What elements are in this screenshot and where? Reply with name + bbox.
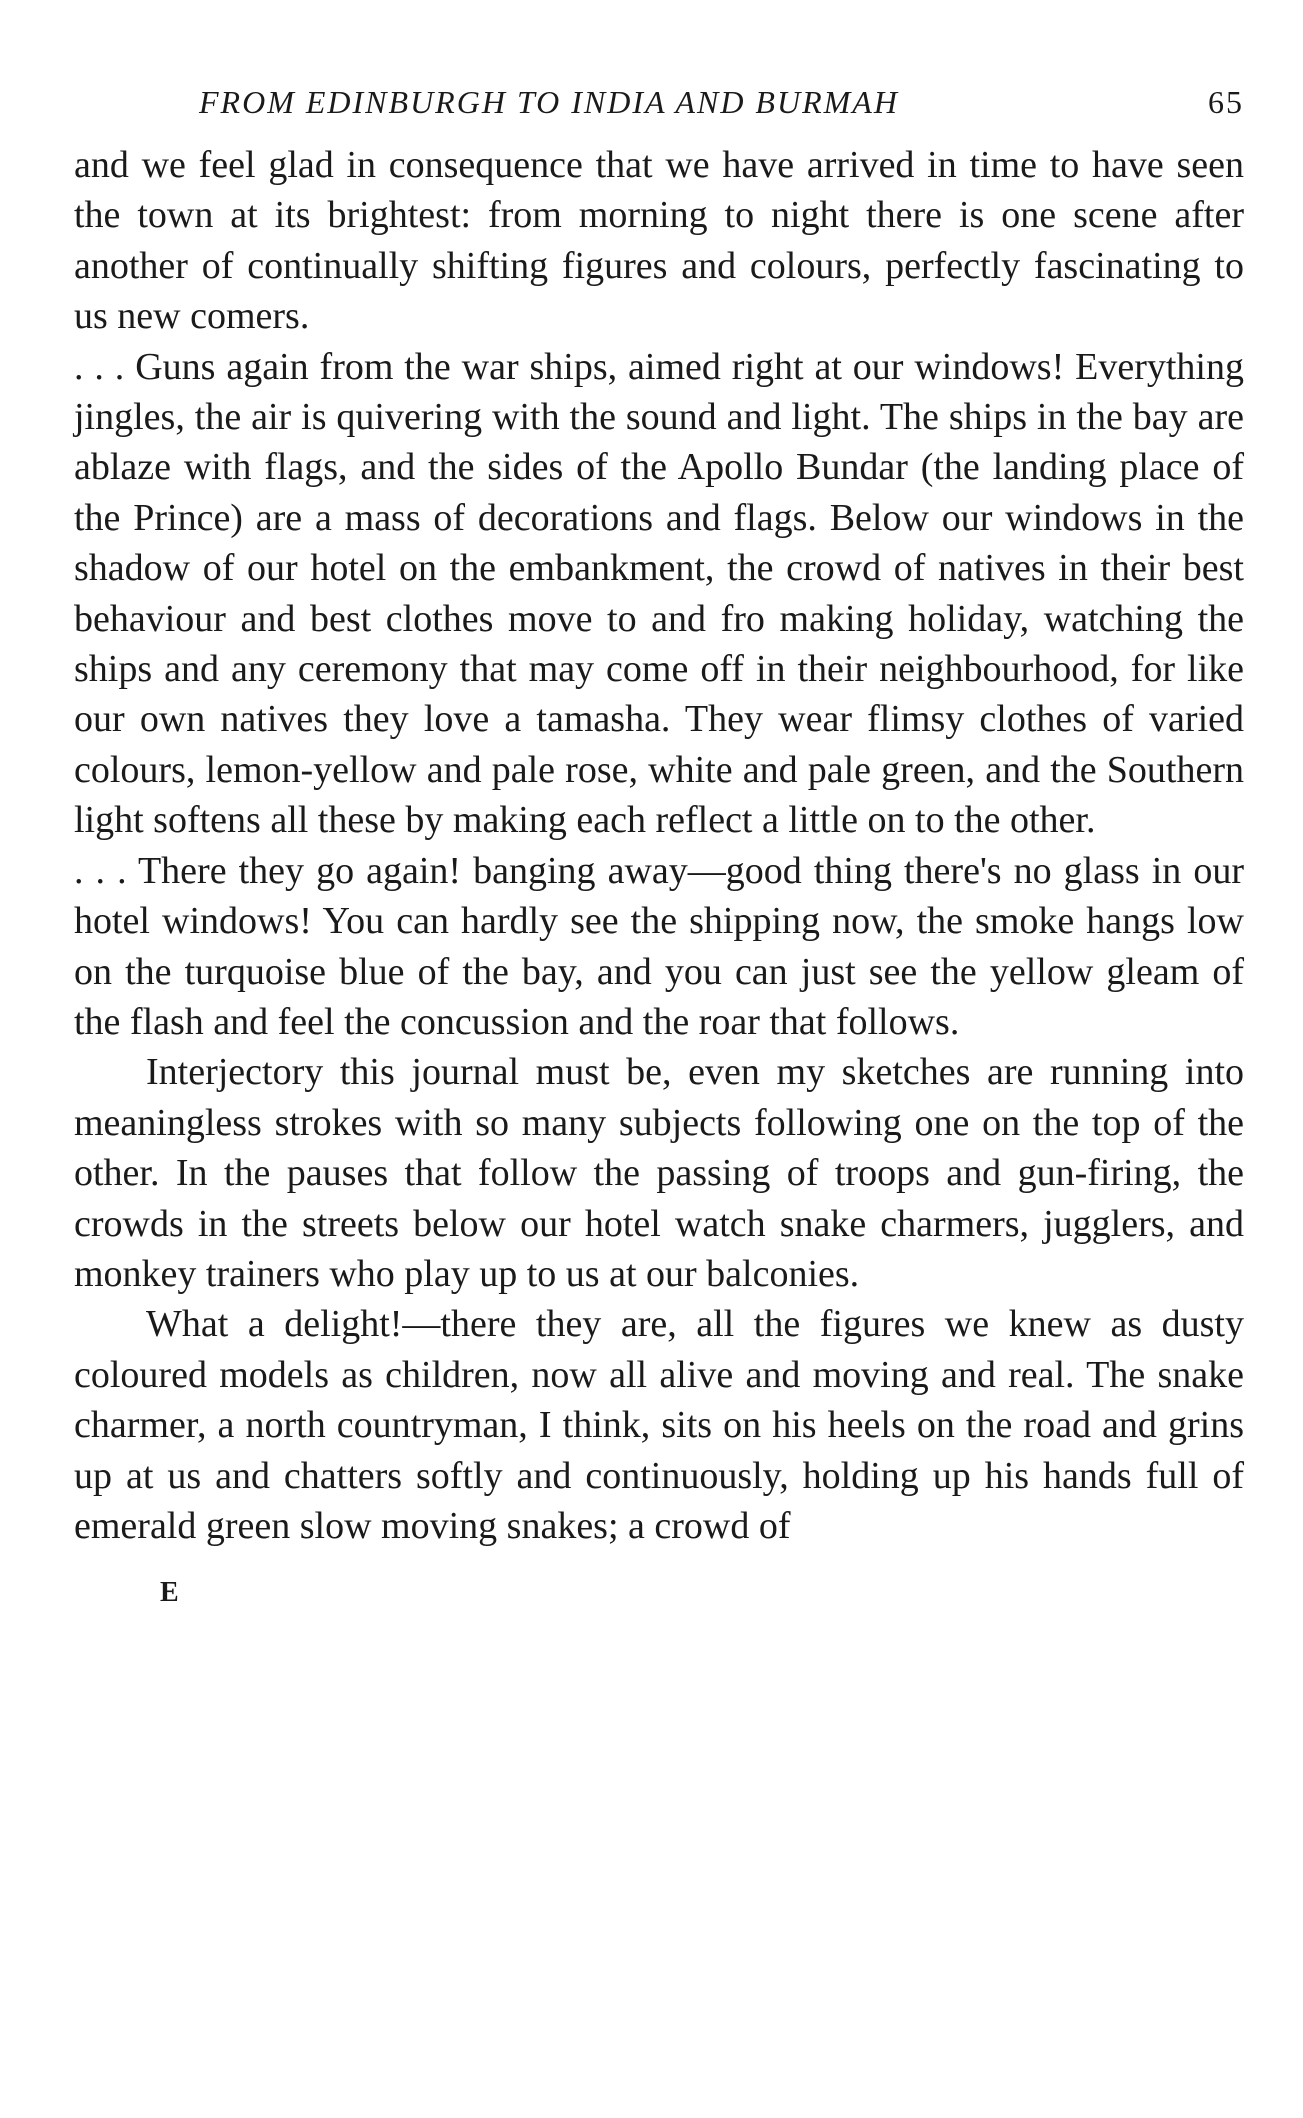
paragraph-continuation: and we feel glad in consequence that we have arrived in time to have seen the town at its brightest: from morning to night there is one scene after another of continually shifting figures and colours, perfectly fascinating to us new comers.	[74, 144, 1244, 338]
signature-mark: E	[160, 1577, 179, 1609]
paragraph-what-a-delight: What a delight!—there they are, all the figures we knew as dusty coloured models as children, now all alive and moving and real. The snake charmer, a north countryman, I think, sits on his heels on the road and grins up at us and chatters softly and continuously, holding up his hands full of emerald green slow moving snakes; a crowd of	[74, 1303, 1244, 1547]
paragraph-there-they-go: . . . There they go again! banging away—good thing there's no glass in our hotel windows! You can hardly see the shipping now, the smoke hangs low on the turquoise blue of the bay, and you can just see the yellow gleam of the flash and feel the concussion and the roar that follows.	[74, 849, 1244, 1043]
book-page	[74, 84, 1244, 1609]
running-title: FROM EDINBURGH TO INDIA AND BURMAH	[199, 84, 899, 120]
running-head	[74, 84, 1244, 128]
paragraph-interjectory: Interjectory this journal must be, even my sketches are running into meaningless strokes with so many subjects following one on the top of the other. In the pauses that follow the passing of troops and gun-firing, the crowds in the streets below our hotel watch snake charmers, jugglers, and monkey trainers who play up to us at our balconies.	[74, 1051, 1244, 1295]
page-number: 65	[1208, 84, 1244, 120]
body-text	[74, 140, 1244, 1551]
paragraph-guns-again: . . . Guns again from the war ships, aimed right at our windows! Everything jingles, the air is quivering with the sound and light. The ships in the bay are ablaze with flags, and the sides of the Apollo Bundar (the landing place of the Prince) are a mass of decorations and flags. Below our windows in the shadow of our hotel on the embankment, the crowd of natives in their best behaviour and best clothes move to and fro making holiday, watching the ships and any ceremony that may come off in their neighbourhood, for like our own natives they love a tamasha. They wear flimsy clothes of varied colours, lemon-yellow and pale rose, white and pale green, and the Southern light softens all these by making each reflect a little on to the other.	[74, 345, 1244, 842]
